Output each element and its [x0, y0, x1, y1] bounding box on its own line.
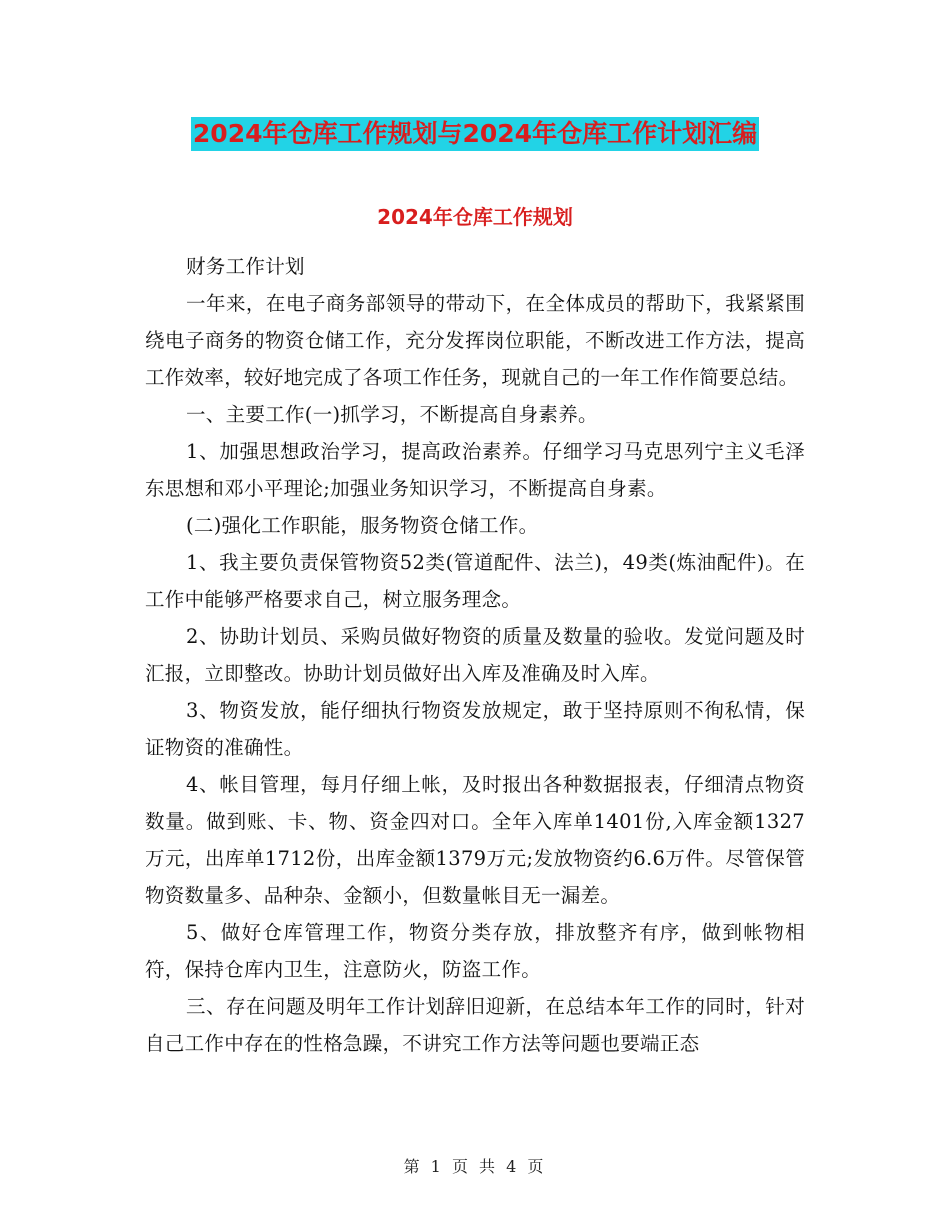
paragraph: 3、物资发放，能仔细执行物资发放规定，敢于坚持原则不徇私情，保证物资的准确性。	[145, 699, 805, 759]
paragraph: 4、帐目管理，每月仔细上帐，及时报出各种数据报表，仔细清点物资数量。做到账、卡、物、资金四对口。全年入库单1401份,入库金额1327万元，出库单1712份，出库金额1379万元;发放物资约6.6万件。尽管保管物资数量多、品种杂、金额小，但数量帐目无一漏差。	[145, 773, 805, 907]
paragraph: 1、加强思想政治学习，提高政治素养。仔细学习马克思列宁主义毛泽东思想和邓小平理论;加强业务知识学习，不断提高自身素。	[145, 440, 805, 500]
paragraph: (二)强化工作职能，服务物资仓储工作。	[186, 514, 539, 537]
section-title: 2024年仓库工作规划	[377, 205, 573, 229]
paragraph: 一年来，在电子商务部领导的带动下，在全体成员的帮助下，我紧紧围绕电子商务的物资仓储工作，充分发挥岗位职能，不断改进工作方法，提高工作效率，较好地完成了各项工作任务，现就自己的一年工作作简要总结。	[145, 292, 805, 389]
paragraph: 2、协助计划员、采购员做好物资的质量及数量的验收。发觉问题及时汇报，立即整改。协助计划员做好出入库及准确及时入库。	[145, 625, 805, 685]
document-title-container	[0, 112, 950, 151]
page-footer: 第 1 页 共 4 页	[403, 1157, 547, 1176]
paragraph-heading: 财务工作计划	[186, 255, 305, 278]
paragraph: 1、我主要负责保管物资52类(管道配件、法兰)，49类(炼油配件)。在工作中能够严格要求自己，树立服务理念。	[145, 551, 805, 611]
paragraph: 5、做好仓库管理工作，物资分类存放，排放整齐有序，做到帐物相符，保持仓库内卫生，注意防火，防盗工作。	[145, 921, 805, 981]
paragraph: 三、存在问题及明年工作计划辞旧迎新，在总结本年工作的同时，针对自己工作中存在的性格急躁，不讲究工作方法等问题也要端正态	[145, 995, 805, 1055]
document-body	[145, 248, 805, 1062]
paragraph: 一、主要工作(一)抓学习，不断提高自身素养。	[186, 403, 598, 426]
document-title: 2024年仓库工作规划与2024年仓库工作计划汇编	[191, 117, 759, 151]
